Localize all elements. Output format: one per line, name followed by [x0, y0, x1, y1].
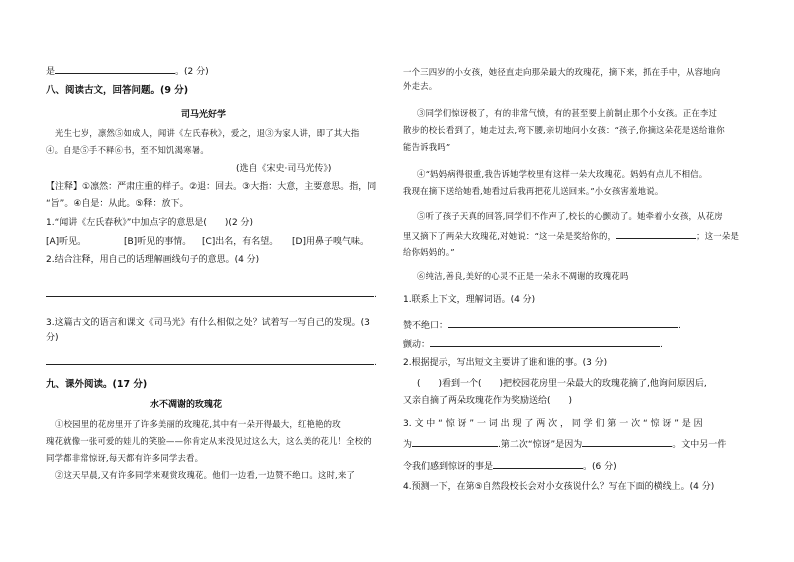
story-line-with-blank: 里又摘下了两朵大玫瑰花,对她说：“这一朵是奖给你的， ；这一朵是 — [403, 231, 740, 241]
q1-option: [C]出名，有名望。 — [202, 237, 279, 247]
notes-line: 【注释】①凛然：严肃庄重的样子。②退：回去。③大指：大意，主要意思。指，同 — [46, 182, 377, 192]
vocab-blank[interactable] — [430, 337, 660, 347]
question-4: 4.预测一下，在第⑤自然段校长会对小女孩说什么？写在下面的横线上。(4 分) — [403, 482, 715, 492]
answer-line[interactable]: . — [46, 355, 377, 369]
answer-blank[interactable] — [55, 64, 175, 74]
question-2: 2.根据提示，写出短文主要讲了谁和谁的事。(3 分) — [403, 358, 608, 368]
notes-line: “旨”。④自是：从此。⑤释：放下。 — [46, 199, 189, 209]
vocab-line: 赞不绝口： . — [403, 318, 681, 332]
question-2: 2.结合注释，用自己的话理解画线句子的意思。(4 分) — [46, 255, 260, 265]
answer-line[interactable]: . — [46, 287, 377, 301]
story-line: ④“妈妈病得很重,我告诉她学校里有这样一朵大玫瑰花。妈妈有点儿不相信。 — [417, 169, 708, 179]
passage-title: 司马光好学 — [181, 110, 227, 120]
q1-option: [D]用鼻子嗅气味。 — [292, 237, 369, 247]
story-blank[interactable] — [616, 229, 696, 239]
story-line: ③同学们惊讶极了，有的非常气愤，有的甚至要上前制止那个小女孩。正在李过 — [417, 108, 718, 118]
q1-option: [A]听见。 — [46, 237, 87, 247]
story-line: 能告诉我吗” — [403, 142, 451, 152]
story-line: ⑤听了孩子天真的回答,同学们不作声了,校长的心颤动了。她牵着小女孩，从花房 — [417, 211, 723, 221]
story-line: ①校园里的花房里开了许多美丽的玫瑰花,其中有一朵开得最大，红艳艳的玫 — [55, 419, 341, 429]
question-3: 3.这篇古文的语言和课文《司马光》有什么相似之处？试着写一写自己的发现。(3 — [46, 318, 370, 328]
section-9-title: 九、课外阅读。(17 分) — [46, 379, 148, 390]
question-1: 1.“闻讲《左氏春秋》”中加点字的意思是( )(2 分) — [46, 218, 254, 228]
story-line: 同学都非常惊讶,每天都有许多同学去看。 — [46, 453, 204, 463]
vocab-blank[interactable] — [448, 318, 678, 328]
question-1: 1.联系上下文，理解词语。(4 分) — [403, 295, 536, 305]
story-line: ②这天早晨,又有许多同学来观赏玫瑰花。他们一边看,一边赞不绝口。这时,来了 — [55, 470, 356, 480]
q3-blank[interactable] — [493, 459, 583, 469]
story-line: 一个三四岁的小女孩，她径直走向那朵最大的玫瑰花，摘下来，抓在手中，从容地向 — [403, 67, 721, 77]
answer-line-prev: 是 。(2 分) — [46, 64, 209, 78]
question-2-line: 又亲自摘了两朵玫瑰花作为奖励送给( ) — [403, 396, 573, 406]
section-8-title: 八、阅读古文，回答问题。(9 分) — [46, 85, 189, 96]
passage-line: ④。自是⑤手不释⑥书，至不知饥渴寒暑。 — [46, 145, 209, 155]
story-line: ⑥纯洁,善良,美好的心灵不正是一朵永不凋谢的玫瑰花吗 — [417, 271, 629, 281]
story-line: 给你妈妈的。” — [403, 247, 455, 257]
vocab-line: 颤动： . — [403, 337, 663, 351]
question-3: 3. 文 中 “ 惊 讶 ” 一 词 出 现 了 两 次 ， 同 学 们 第 一 次 “ 惊 讶 ” 是 因 — [403, 419, 703, 429]
passage-line: 光生七岁，凛然⑤如成人，闻讲《左氏春秋》，爱之，退③为家人讲，即了其大指 — [55, 128, 360, 138]
question-3-line: 令我们感到惊讶的事是 。(6 分) — [403, 459, 617, 473]
q1-option: [B]听见的事情。 — [124, 237, 192, 247]
story-line: 我现在摘下送给她看,她看过后我再把花儿送回来。”小女孩害羞地说。 — [403, 186, 664, 196]
passage-source: (选自《宋史·司马光传》) — [236, 164, 332, 174]
story-line: 外走去。 — [403, 81, 438, 91]
story-line: 瑰花就像一张可爱的娃儿的笑脸——你肯定从来没见过这么大，这么美的花儿！全校的 — [46, 436, 372, 446]
question-2-line: ( )看到一个( )把校园花房里一朵最大的玫瑰花摘了,他询问原因后, — [417, 379, 707, 389]
story-title: 水不凋谢的玫瑰花 — [150, 400, 223, 410]
question-3-cont: 分) — [46, 333, 59, 343]
q3-blank[interactable] — [582, 437, 672, 447]
story-line: 散步的校长看到了，她走过去,弯下腰,亲切地问小女孩：“孩子,你摘这朵花是送给谁你 — [403, 125, 725, 135]
question-3-line: 为 .第二次“惊讶”是因为 。文中另一件 — [403, 437, 726, 451]
q3-blank[interactable] — [412, 437, 498, 447]
